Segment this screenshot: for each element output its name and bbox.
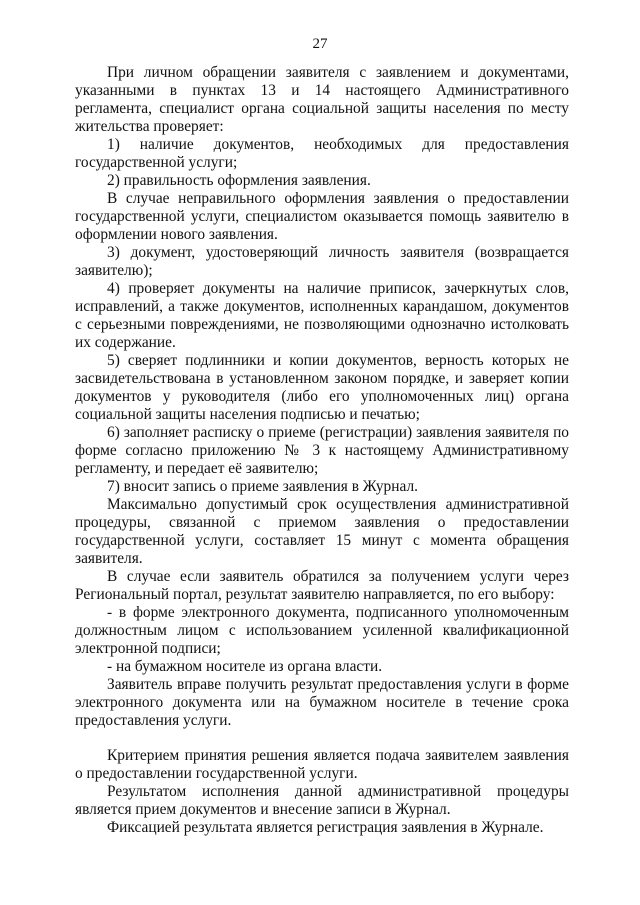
page-number: 27	[312, 36, 328, 52]
paragraph-item-1: 1) наличие документов, необходимых для предоставления государственной услуги;	[75, 136, 569, 171]
paragraph-regional-portal: В случае если заявитель обратился за получением услуги через Региональный портал, результат заявителю направляется, по его выбору:	[75, 568, 569, 603]
document-body	[75, 64, 569, 837]
section-gap	[75, 730, 569, 747]
paragraph-max-duration: Максимально допустимый срок осуществления административной процедуры, связанной с приемом заявления о предоставлении государственной услуги, составляет 15 минут с момента обращения заявителя.	[75, 496, 569, 567]
paragraph-item-4: 4) проверяет документы на наличие приписок, зачеркнутых слов, исправлений, а также документов, исполненных карандашом, документов с серьезными повреждениями, не позволяющими однозначно истолковать их содержание.	[75, 280, 569, 351]
paragraph-procedure-result: Результатом исполнения данной административной процедуры является прием документов и внесение записи в Журнал.	[75, 783, 569, 818]
paragraph-item-6: 6) заполняет расписку о приеме (регистрации) заявления заявителя по форме согласно приложению № 3 к настоящему Административному регламенту, и передает её заявителю;	[75, 424, 569, 477]
paragraph-electronic-form: - в форме электронного документа, подписанного уполномоченным должностным лицом с использованием усиленной квалификационной электронной подписи;	[75, 604, 569, 657]
paragraph-item-7: 7) вносит запись о приеме заявления в Журнал.	[107, 478, 418, 495]
paragraph-intake-check: При личном обращении заявителя с заявлением и документами, указанными в пунктах 13 и 14 настоящего Административного регламента, специалист органа социальной защиты населения по месту жительства проверяет:	[75, 64, 569, 135]
paragraph-result-fixation: Фиксацией результата является регистрация заявления в Журнале.	[107, 819, 544, 836]
paragraph-incorrect-form: В случае неправильного оформления заявления о предоставлении государственной услуги, специалистом оказывается помощь заявителю в оформлении нового заявления.	[75, 190, 569, 243]
paragraph-paper-form: - на бумажном носителе из органа власти.	[107, 658, 383, 675]
paragraph-decision-criterion: Критерием принятия решения является подача заявителем заявления о предоставлении государственной услуги.	[75, 747, 569, 782]
paragraph-result-right: Заявитель вправе получить результат предоставления услуги в форме электронного документа или на бумажном носителе в течение срока предоставления услуги.	[75, 676, 569, 729]
paragraph-item-3: 3) документ, удостоверяющий личность заявителя (возвращается заявителю);	[75, 244, 569, 279]
paragraph-item-5: 5) сверяет подлинники и копии документов, верность которых не засвидетельствована в установленном законом порядке, и заверяет копии документов у руководителя (либо его уполномоченных лиц) органа социальной защиты населения подписью и печатью;	[75, 352, 569, 423]
paragraph-item-2: 2) правильность оформления заявления.	[107, 172, 371, 189]
